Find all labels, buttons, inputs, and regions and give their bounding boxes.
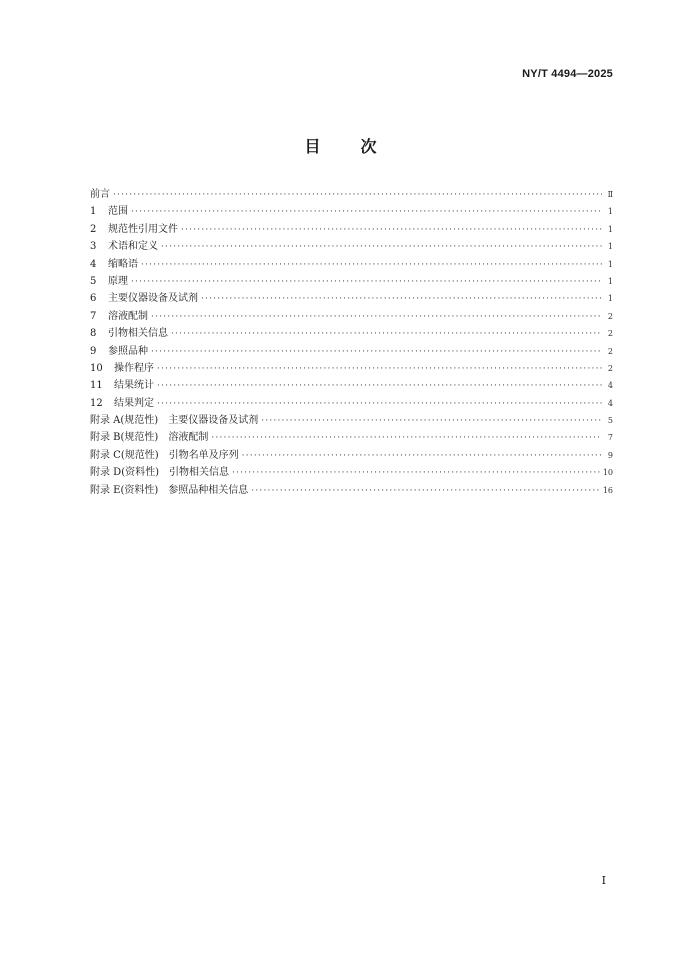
toc-entry[interactable] — [90, 273, 613, 290]
toc-entry-text: 引物相关信息 — [108, 328, 168, 340]
toc-entry-label — [90, 290, 198, 307]
toc-entry-text: 结果判定 — [114, 397, 154, 409]
toc-entry-text: 原理 — [108, 275, 128, 287]
toc-entry-text: 范围 — [108, 206, 128, 218]
toc-entry-text: 主要仪器设备及试剂 — [108, 293, 198, 305]
toc-entry-number: 10 — [90, 362, 103, 374]
toc-entry[interactable] — [90, 464, 613, 481]
toc-entry-number: 4 — [90, 258, 97, 270]
toc-entry-number: 1 — [90, 206, 97, 218]
toc-entry-label — [90, 464, 229, 481]
toc-entry-page: Ⅱ — [607, 190, 613, 199]
toc-entry-text: 附录 B(规范性) 溶液配制 — [90, 432, 209, 444]
toc-leader-dots — [131, 204, 602, 221]
toc-entry[interactable] — [90, 482, 613, 499]
toc-entry-text: 参照品种 — [108, 345, 148, 357]
toc-entry-page: 2 — [607, 363, 613, 373]
toc-title-part2: 次 — [360, 137, 377, 156]
toc-entry-number: 7 — [90, 310, 97, 322]
toc-entry-text: 附录 A(规范性) 主要仪器设备及试剂 — [90, 415, 259, 427]
toc-entry-page: 10 — [602, 468, 613, 478]
toc-entry[interactable] — [90, 325, 613, 342]
toc-entry-label — [90, 186, 110, 203]
toc-entry[interactable] — [90, 290, 613, 307]
toc-leader-dots — [151, 309, 602, 326]
toc-entry-text: 附录 D(资料性) 引物相关信息 — [90, 467, 229, 479]
toc-leader-dots — [201, 291, 602, 308]
toc-entry[interactable] — [90, 221, 613, 238]
toc-entry-page: 7 — [607, 433, 613, 443]
toc-entry-text: 溶液配制 — [108, 310, 148, 322]
toc-leader-dots — [232, 465, 600, 482]
toc-entry-text: 附录 C(规范性) 引物名单及序列 — [90, 449, 239, 461]
toc-entry-text: 规范性引用文件 — [108, 223, 178, 235]
toc-title-part1: 目 — [304, 137, 321, 156]
toc-entry-text: 操作程序 — [114, 362, 154, 374]
toc-entry-number: 11 — [90, 380, 103, 392]
toc-entry-page: 1 — [607, 224, 613, 234]
toc-entry-label — [90, 377, 154, 394]
toc-entry-page: 1 — [607, 242, 613, 252]
toc-entry-text: 缩略语 — [108, 258, 138, 270]
toc-entry[interactable] — [90, 308, 613, 325]
toc-entry-page: 2 — [607, 329, 613, 339]
toc-entry-number: 12 — [90, 397, 103, 409]
toc-entry[interactable] — [90, 343, 613, 360]
toc-leader-dots — [131, 274, 602, 291]
toc-entry[interactable] — [90, 238, 613, 255]
table-of-contents — [90, 186, 613, 499]
toc-entry-number: 9 — [90, 345, 97, 357]
toc-entry[interactable] — [90, 395, 613, 412]
toc-entry[interactable] — [90, 360, 613, 377]
toc-leader-dots — [181, 222, 602, 239]
toc-entry-label — [90, 325, 168, 342]
toc-entry[interactable] — [90, 429, 613, 446]
toc-entry-label — [90, 203, 128, 220]
page-number: I — [601, 874, 606, 887]
toc-leader-dots — [157, 378, 602, 395]
toc-entry[interactable] — [90, 412, 613, 429]
toc-title — [0, 134, 681, 157]
toc-leader-dots — [141, 257, 602, 274]
toc-entry-page: 16 — [602, 485, 613, 495]
toc-leader-dots — [151, 344, 602, 361]
toc-leader-dots — [242, 448, 602, 465]
toc-entry[interactable] — [90, 186, 613, 203]
toc-entry-number: 6 — [90, 293, 97, 305]
toc-leader-dots — [157, 361, 602, 378]
toc-entry-page: 5 — [607, 416, 613, 426]
toc-entry-label — [90, 308, 148, 325]
toc-entry-number: 2 — [90, 223, 97, 235]
toc-entry-page: 1 — [607, 276, 613, 286]
toc-leader-dots — [113, 187, 602, 204]
toc-entry-label — [90, 343, 148, 360]
toc-entry[interactable] — [90, 203, 613, 220]
toc-entry-text: 附录 E(资料性) 参照品种相关信息 — [90, 484, 249, 496]
toc-entry-text: 术语和定义 — [108, 241, 158, 253]
toc-leader-dots — [161, 239, 602, 256]
toc-entry[interactable] — [90, 256, 613, 273]
toc-entry-label — [90, 221, 178, 238]
toc-entry-number: 5 — [90, 275, 97, 287]
toc-entry-page: 1 — [607, 294, 613, 304]
toc-entry-label — [90, 429, 208, 446]
toc-entry-text: 结果统计 — [114, 380, 154, 392]
toc-entry-number: 8 — [90, 328, 97, 340]
toc-entry-label — [90, 482, 248, 499]
toc-leader-dots — [251, 483, 600, 500]
toc-entry-number: 3 — [90, 241, 97, 253]
toc-entry-text: 前言 — [90, 189, 110, 200]
standard-code: NY/T 4494—2025 — [522, 68, 613, 80]
toc-entry-page: 2 — [607, 346, 613, 356]
toc-entry-page: 1 — [607, 259, 613, 269]
toc-entry-label — [90, 412, 258, 429]
toc-entry-page: 9 — [607, 450, 613, 460]
toc-entry-label — [90, 395, 154, 412]
toc-entry-page: 4 — [607, 398, 613, 408]
toc-entry[interactable] — [90, 447, 613, 464]
toc-entry-page: 1 — [607, 207, 613, 217]
toc-entry-label — [90, 273, 128, 290]
toc-entry-label — [90, 447, 239, 464]
toc-leader-dots — [171, 326, 602, 343]
toc-leader-dots — [157, 396, 602, 413]
toc-entry-label — [90, 360, 154, 377]
toc-entry-label — [90, 256, 138, 273]
toc-entry-page: 4 — [607, 381, 613, 391]
toc-entry-label — [90, 238, 158, 255]
toc-entry[interactable] — [90, 377, 613, 394]
toc-leader-dots — [261, 413, 602, 430]
toc-leader-dots — [211, 430, 602, 447]
toc-entry-page: 2 — [607, 311, 613, 321]
